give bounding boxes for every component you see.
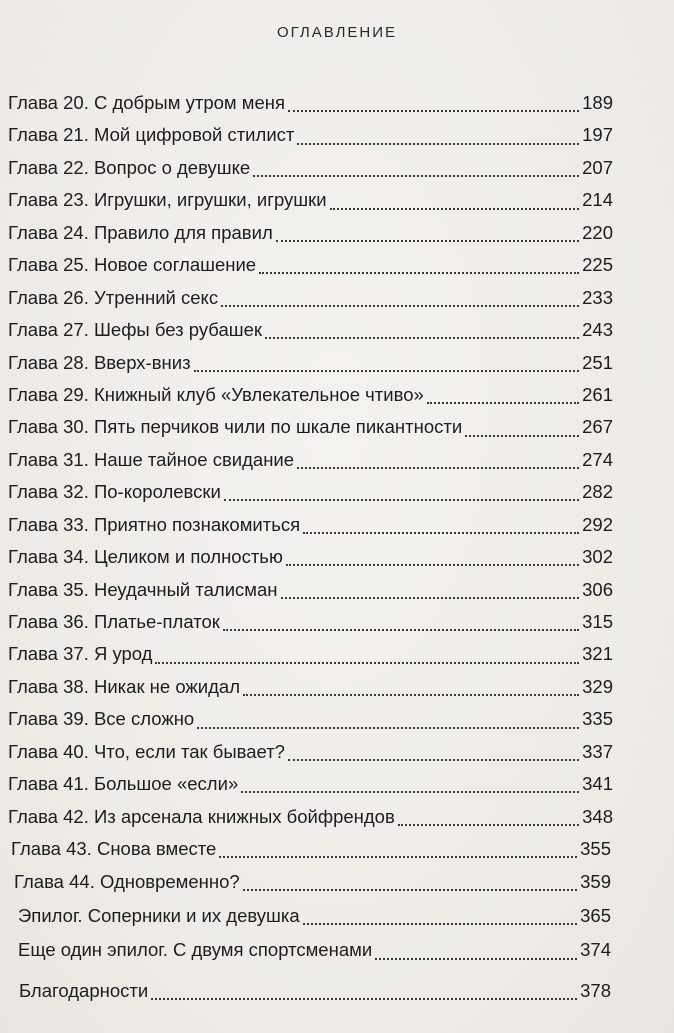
- toc-entry-page: 282: [582, 481, 613, 503]
- page-heading: ОГЛАВЛЕНИЕ: [276, 24, 398, 41]
- toc-entry[interactable]: [8, 768, 613, 800]
- dot-leader: [155, 662, 579, 664]
- toc-entry-title: Глава 37. Я урод: [8, 643, 153, 665]
- toc-entry[interactable]: [8, 314, 613, 346]
- toc-entry[interactable]: [8, 833, 611, 865]
- dot-leader: [303, 532, 579, 534]
- toc-entry-title: Глава 33. Приятно познакомиться: [8, 513, 301, 535]
- dot-leader: [288, 110, 579, 112]
- toc-entry-title: Глава 42. Из арсенала книжных бойфрендов: [8, 805, 395, 827]
- dot-leader: [241, 791, 579, 793]
- toc-entry-title: Глава 29. Книжный клуб «Увлекательное чтиво»: [8, 383, 424, 405]
- toc-entry[interactable]: [8, 444, 613, 476]
- dot-leader: [243, 889, 577, 891]
- toc-entry-page: 378: [580, 979, 611, 1001]
- dot-leader: [330, 208, 580, 210]
- toc-entry-title: Глава 28. Вверх-вниз: [8, 351, 191, 373]
- toc-entry[interactable]: [8, 249, 613, 281]
- toc-entry[interactable]: [8, 87, 613, 119]
- toc-entry[interactable]: [8, 671, 613, 703]
- dot-leader: [281, 597, 580, 599]
- toc-entry-title: Эпилог. Соперники и их девушка: [18, 904, 300, 926]
- toc-entry-title: Глава 32. По-королевски: [8, 481, 221, 503]
- toc-entry[interactable]: [8, 736, 613, 768]
- toc-entry[interactable]: [8, 934, 611, 966]
- toc-entry-page: 355: [580, 838, 611, 860]
- toc-entry-title: Глава 21. Мой цифровой стилист: [8, 124, 295, 146]
- toc-entry[interactable]: [8, 411, 613, 443]
- toc-entry[interactable]: [8, 541, 613, 573]
- toc-entry-page: 302: [582, 546, 613, 568]
- toc-entry-page: 197: [582, 124, 613, 146]
- toc-entry-page: 261: [582, 383, 613, 405]
- toc-entry[interactable]: [8, 703, 613, 735]
- dot-leader: [151, 998, 577, 1000]
- toc-entry-page: 233: [582, 286, 613, 308]
- dot-leader: [219, 856, 577, 858]
- toc-entry[interactable]: [8, 282, 613, 314]
- dot-leader: [253, 175, 579, 177]
- dot-leader: [276, 240, 579, 242]
- toc-entry-page: 225: [582, 254, 613, 276]
- toc-entry-page: 359: [580, 870, 611, 892]
- toc-entry-page: 243: [582, 319, 613, 341]
- toc-entry[interactable]: [8, 184, 613, 216]
- toc-entry[interactable]: [8, 606, 613, 638]
- toc-entry-page: 267: [582, 416, 613, 438]
- toc-entry[interactable]: [8, 379, 613, 411]
- toc-entry-title: Глава 25. Новое соглашение: [8, 254, 257, 276]
- toc-entry-page: 321: [582, 643, 613, 665]
- toc-entry-page: 348: [582, 805, 613, 827]
- toc-entry-page: 214: [582, 189, 613, 211]
- dot-leader: [286, 564, 579, 566]
- table-of-contents: [8, 87, 613, 1007]
- toc-entry-page: 337: [582, 740, 613, 762]
- toc-entry-title: Благодарности: [19, 979, 149, 1001]
- dot-leader: [194, 370, 580, 372]
- toc-entry-title: Глава 24. Правило для правил: [8, 221, 273, 243]
- toc-entry[interactable]: [8, 900, 611, 932]
- dot-leader: [259, 272, 579, 274]
- toc-entry-title: Глава 35. Неудачный талисман: [8, 578, 278, 600]
- toc-entry-title: Глава 31. Наше тайное свидание: [8, 448, 295, 470]
- toc-entry-page: 365: [580, 904, 611, 926]
- toc-entry-title: Глава 27. Шефы без рубашек: [8, 319, 262, 341]
- toc-entry-page: 189: [582, 92, 613, 113]
- toc-entry-title: Глава 44. Одновременно?: [14, 870, 240, 892]
- toc-entry-page: 220: [582, 221, 613, 243]
- toc-entry-title: Глава 20. С добрым утром меня: [8, 92, 285, 113]
- dot-leader: [427, 402, 579, 404]
- toc-entry-page: 306: [582, 578, 613, 600]
- toc-entry[interactable]: [8, 801, 613, 833]
- toc-entry[interactable]: [8, 119, 613, 151]
- dot-leader: [297, 467, 579, 469]
- dot-leader: [398, 824, 579, 826]
- dot-leader: [265, 337, 579, 339]
- dot-leader: [288, 759, 579, 761]
- toc-entry-title: Глава 34. Целиком и полностью: [8, 546, 283, 568]
- toc-entry-title: Глава 40. Что, если так бывает?: [8, 740, 285, 762]
- toc-entry-title: Глава 26. Утренний секс: [8, 286, 219, 308]
- toc-entry[interactable]: [8, 347, 613, 379]
- toc-entry-title: Глава 41. Большое «если»: [8, 773, 239, 795]
- toc-entry-page: 374: [580, 939, 611, 961]
- toc-entry[interactable]: [8, 638, 613, 670]
- dot-leader: [223, 629, 579, 631]
- toc-entry-title: Глава 30. Пять перчиков чили по шкале пикантности: [8, 416, 463, 438]
- toc-entry-title: Глава 39. Все сложно: [8, 708, 195, 730]
- dot-leader: [224, 499, 579, 501]
- toc-entry-title: Глава 38. Никак не ожидал: [8, 675, 240, 697]
- toc-entry-title: Глава 43. Снова вместе: [11, 838, 217, 860]
- toc-entry[interactable]: [8, 574, 613, 606]
- dot-leader: [221, 305, 579, 307]
- toc-entry-page: 251: [582, 351, 613, 373]
- dot-leader: [297, 143, 579, 145]
- toc-entry-page: 335: [582, 708, 613, 730]
- toc-entry-title: Глава 22. Вопрос о девушке: [8, 156, 251, 178]
- toc-entry-title: Еще один эпилог. С двумя спортсменами: [18, 939, 373, 961]
- toc-entry-page: 329: [582, 675, 613, 697]
- toc-entry-page: 315: [582, 611, 613, 632]
- toc-entry[interactable]: [8, 975, 611, 1007]
- dot-leader: [197, 727, 579, 729]
- toc-entry-page: 341: [582, 773, 613, 795]
- dot-leader: [243, 694, 579, 696]
- toc-entry-title: Глава 36. Платье-платок: [8, 611, 220, 632]
- dot-leader: [465, 435, 579, 437]
- toc-entry[interactable]: [8, 476, 613, 508]
- dot-leader: [303, 923, 577, 925]
- toc-entry[interactable]: [8, 152, 613, 184]
- toc-entry-title: Глава 23. Игрушки, игрушки, игрушки: [8, 189, 327, 211]
- toc-entry[interactable]: [8, 217, 613, 249]
- toc-entry[interactable]: [8, 866, 611, 898]
- toc-entry-page: 292: [582, 513, 613, 535]
- toc-entry[interactable]: [8, 509, 613, 541]
- dot-leader: [375, 958, 577, 960]
- toc-entry-page: 274: [582, 448, 613, 470]
- toc-entry-page: 207: [582, 156, 613, 178]
